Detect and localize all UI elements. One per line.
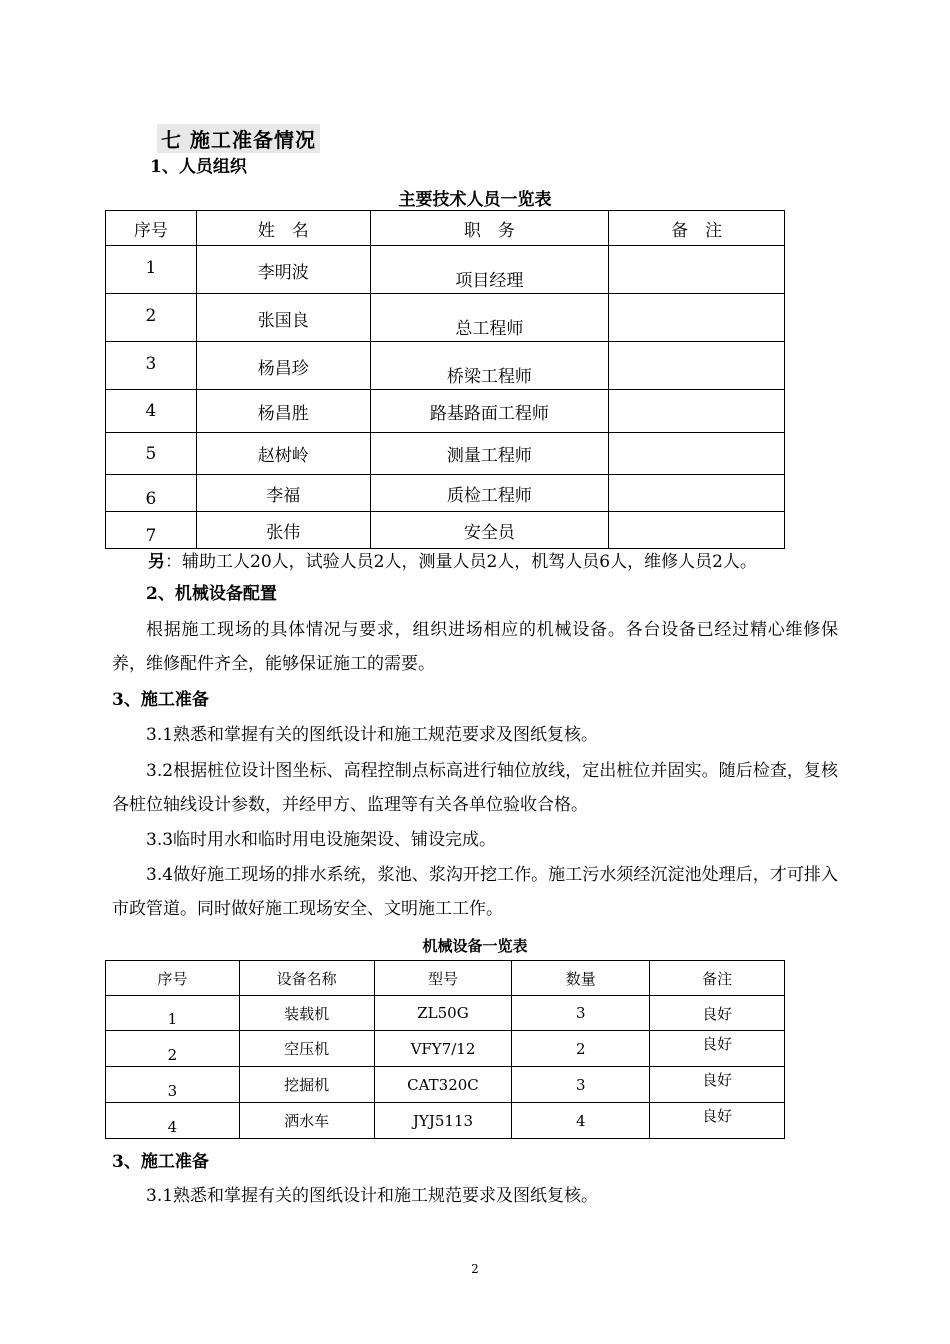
header-no: 序号	[106, 211, 197, 246]
header-note: 备注	[650, 961, 785, 996]
cell-note	[609, 475, 785, 512]
cell-no: 4	[106, 390, 197, 433]
cell-note	[609, 390, 785, 433]
equipment-table	[105, 960, 785, 1139]
cell-note	[609, 294, 785, 342]
cell-role: 项目经理	[370, 246, 609, 294]
header-model: 型号	[374, 961, 512, 996]
cell-name: 杨昌胜	[196, 390, 370, 433]
cell-role: 安全员	[370, 512, 609, 549]
table-row	[106, 475, 785, 512]
cell-note: 良好	[650, 1103, 785, 1139]
table-row	[106, 294, 785, 342]
cell-role: 桥梁工程师	[370, 342, 609, 390]
cell-role: 路基路面工程师	[370, 390, 609, 433]
cell-name: 杨昌珍	[196, 342, 370, 390]
header-role: 职 务	[370, 211, 609, 246]
table-row	[106, 433, 785, 475]
cell-no: 5	[106, 433, 197, 475]
equipment-table-title: 机械设备一览表	[422, 937, 528, 955]
extra-text: ：辅助工人20人，试验人员2人，测量人员2人，机驾人员6人，维修人员2人。	[165, 552, 757, 572]
cell-qty: 3	[512, 996, 650, 1031]
cell-name: 洒水车	[239, 1103, 374, 1139]
header-note: 备 注	[609, 211, 785, 246]
cell-no: 7	[106, 512, 197, 549]
table-row	[106, 342, 785, 390]
header-name: 设备名称	[239, 961, 374, 996]
cell-name: 张国良	[196, 294, 370, 342]
cell-no: 1	[106, 996, 240, 1031]
prep-item-2: 3.2根据桩位设计图坐标、高程控制点标高进行轴位放线，定出桩位并固实。随后检查，复核各桩位轴线设计参数，并经甲方、监理等有关各单位验收合格。	[112, 761, 838, 815]
equipment-table-header	[106, 961, 785, 996]
cell-note	[609, 342, 785, 390]
table-row	[106, 1067, 785, 1103]
section-title: 七 施工准备情况	[157, 124, 320, 153]
header-qty: 数量	[512, 961, 650, 996]
cell-model: CAT320C	[374, 1067, 512, 1103]
staff-table-header	[106, 211, 785, 246]
cell-role: 测量工程师	[370, 433, 609, 475]
cell-model: JYJ5113	[374, 1103, 512, 1139]
prep-item-1: 3.1熟悉和掌握有关的图纸设计和施工规范要求及图纸复核。	[146, 725, 599, 745]
prep-item-4: 3.4做好施工现场的排水系统，浆池、浆沟开挖工作。施工污水须经沉淀池处理后，才可排入市政管道。同时做好施工现场安全、文明施工工作。	[112, 865, 838, 919]
cell-qty: 4	[512, 1103, 650, 1139]
cell-qty: 2	[512, 1031, 650, 1067]
cell-model: VFY7/12	[374, 1031, 512, 1067]
cell-note: 良好	[650, 996, 785, 1031]
cell-no: 4	[106, 1103, 240, 1139]
prep-repeat-item-1: 3.1熟悉和掌握有关的图纸设计和施工规范要求及图纸复核。	[146, 1186, 599, 1206]
cell-no: 6	[106, 475, 197, 512]
personnel-heading: 1、人员组织	[150, 157, 247, 177]
prep-heading-repeat: 3、施工准备	[112, 1152, 209, 1172]
table-row	[106, 246, 785, 294]
prep-item-3: 3.3临时用水和临时用电设施架设、铺设完成。	[146, 830, 497, 850]
cell-qty: 3	[512, 1067, 650, 1103]
cell-role: 质检工程师	[370, 475, 609, 512]
cell-model: ZL50G	[374, 996, 512, 1031]
table-row	[106, 390, 785, 433]
page-number: 2	[471, 1262, 479, 1276]
cell-note: 良好	[650, 1031, 785, 1067]
cell-role: 总工程师	[370, 294, 609, 342]
cell-no: 3	[106, 1067, 240, 1103]
extra-label: 另	[148, 552, 165, 572]
table-row	[106, 512, 785, 549]
cell-no: 2	[106, 1031, 240, 1067]
staff-table	[105, 210, 785, 549]
cell-no: 1	[106, 246, 197, 294]
header-name: 姓 名	[196, 211, 370, 246]
table-row	[106, 1031, 785, 1067]
cell-name: 李福	[196, 475, 370, 512]
cell-name: 装载机	[239, 996, 374, 1031]
staff-table-title: 主要技术人员一览表	[398, 190, 552, 210]
cell-name: 赵树岭	[196, 433, 370, 475]
table-row	[106, 996, 785, 1031]
machinery-paragraph: 根据施工现场的具体情况与要求，组织进场相应的机械设备。各台设备已经过精心维修保养，维修配件齐全，能够保证施工的需要。	[112, 620, 838, 674]
cell-no: 3	[106, 342, 197, 390]
cell-note	[609, 512, 785, 549]
cell-note	[609, 433, 785, 475]
table-row	[106, 1103, 785, 1139]
cell-note: 良好	[650, 1067, 785, 1103]
cell-name: 挖掘机	[239, 1067, 374, 1103]
cell-name: 空压机	[239, 1031, 374, 1067]
prep-heading: 3、施工准备	[112, 690, 209, 710]
machinery-heading: 2、机械设备配置	[146, 584, 277, 604]
cell-name: 张伟	[196, 512, 370, 549]
extra-staff-note	[148, 545, 848, 579]
header-no: 序号	[106, 961, 240, 996]
cell-name: 李明波	[196, 246, 370, 294]
cell-note	[609, 246, 785, 294]
cell-no: 2	[106, 294, 197, 342]
